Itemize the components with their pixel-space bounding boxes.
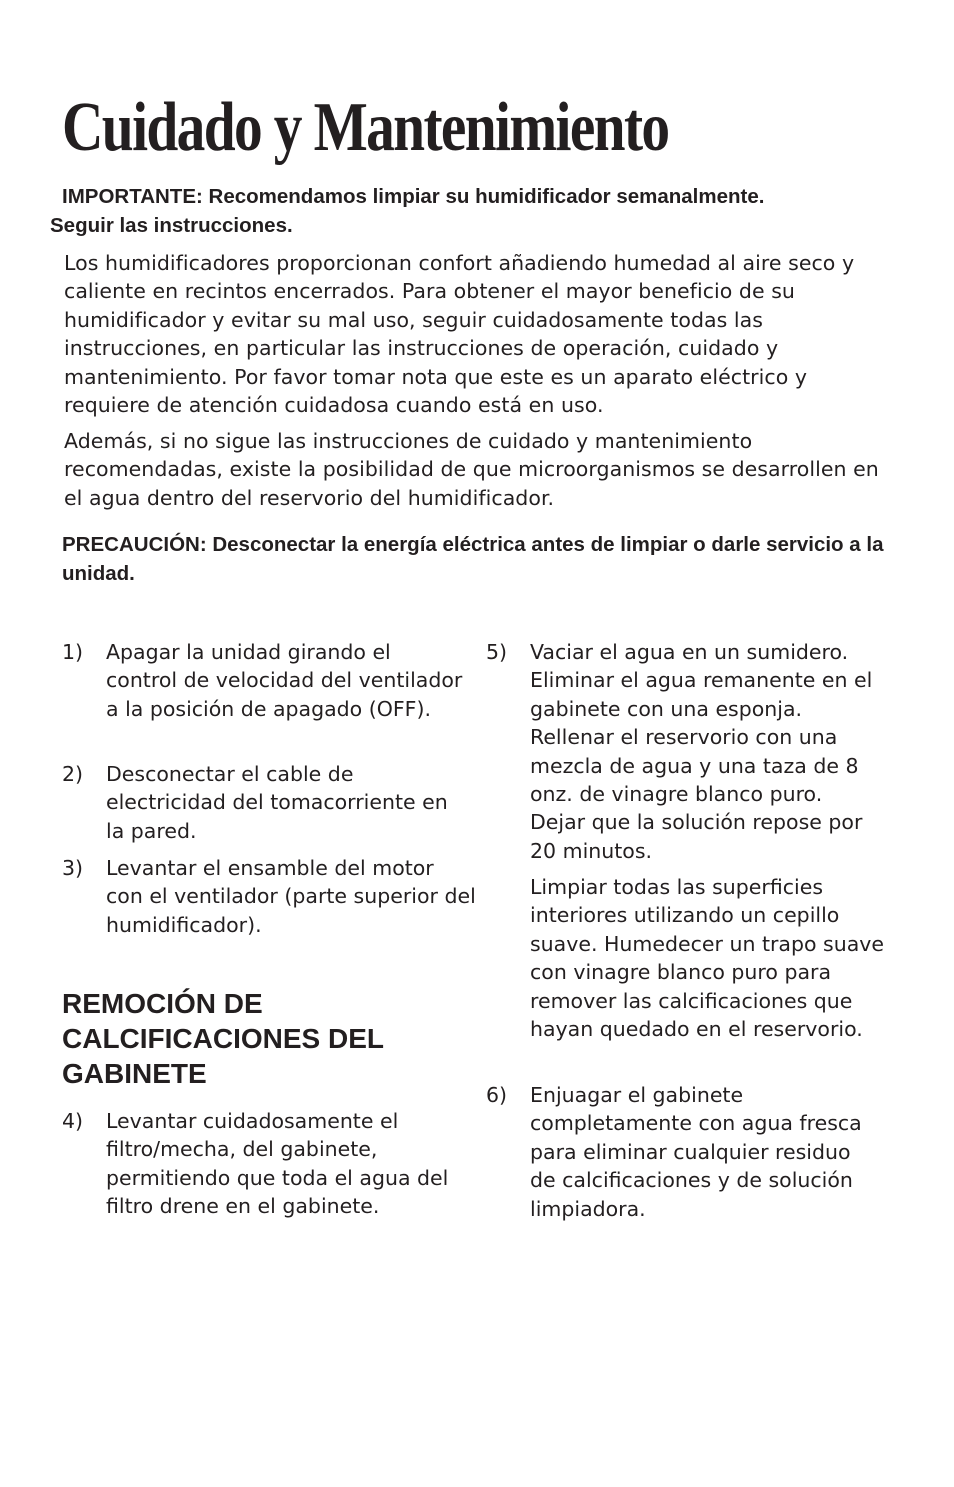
step-number: 5) (486, 640, 508, 664)
important-notice-line-1: IMPORTANTE: Recomendamos limpiar su humidificador semanalmente. (62, 185, 765, 208)
step-text: Desconectar el cable de electricidad del tomacorriente en la pared. (106, 762, 448, 843)
step-text: Enjuagar el gabinete completamente con agua fresca para eliminar cualquier residuo de calcificaciones y de solución limpiadora. (530, 1083, 862, 1221)
warning-paragraph: Además, si no sigue las instrucciones de cuidado y mantenimiento recomendadas, existe la posibilidad de que microorganismos se desarrollen en el agua dentro del reservorio del humidificador. (64, 429, 879, 510)
step-number: 1) (62, 640, 84, 664)
step-text: Levantar cuidadosamente el filtro/mecha, del gabinete, permitiendo que toda el agua del filtro drene en el gabinete. (106, 1109, 449, 1219)
precaution-notice: PRECAUCIÓN: Desconectar la energía eléctrica antes de limpiar o darle servicio a la unidad. (62, 533, 884, 585)
step-number: 3) (62, 856, 84, 880)
step-text: Vaciar el agua en un sumidero. Eliminar el agua remanente en el gabinete con una esponja. Rellenar el reservorio con una mezcla de agua y una taza de 8 onz. de vinagre blanco puro. Dejar que la solución repose por 20 minutos. (530, 640, 873, 863)
section-heading: REMOCIÓN DE CALCIFICACIONES DEL GABINETE (62, 988, 384, 1089)
step-number: 2) (62, 762, 84, 786)
step-text: Limpiar todas las superficies interiores utilizando un cepillo suave. Humedecer un trapo suave con vinagre blanco puro para remover las calcificaciones que hayan quedado en el reservorio. (530, 875, 885, 1042)
step-number: 4) (62, 1109, 84, 1133)
step-text: Levantar el ensamble del motor con el ventilador (parte superior del humidificador). (106, 856, 476, 937)
step-number: 6) (486, 1083, 508, 1107)
important-notice-line-2: Seguir las instrucciones. (50, 213, 293, 237)
page-title: Cuidado y Mantenimiento (62, 89, 669, 166)
important-notice (50, 183, 902, 240)
intro-paragraph: Los humidificadores proporcionan confort añadiendo humedad al aire seco y caliente en recintos encerrados. Para obtener el mayor beneficio de su humidificador y evitar su mal uso, seguir cuidadosamente todas las instrucciones, en particular las instrucciones de operación, cuidado y mantenimiento. Por favor tomar nota que este es un aparato eléctrico y requiere de atención cuidadosa cuando está en uso. (64, 251, 855, 418)
step-text: Apagar la unidad girando el control de velocidad del ventilador a la posición de apagado (OFF). (106, 640, 463, 721)
